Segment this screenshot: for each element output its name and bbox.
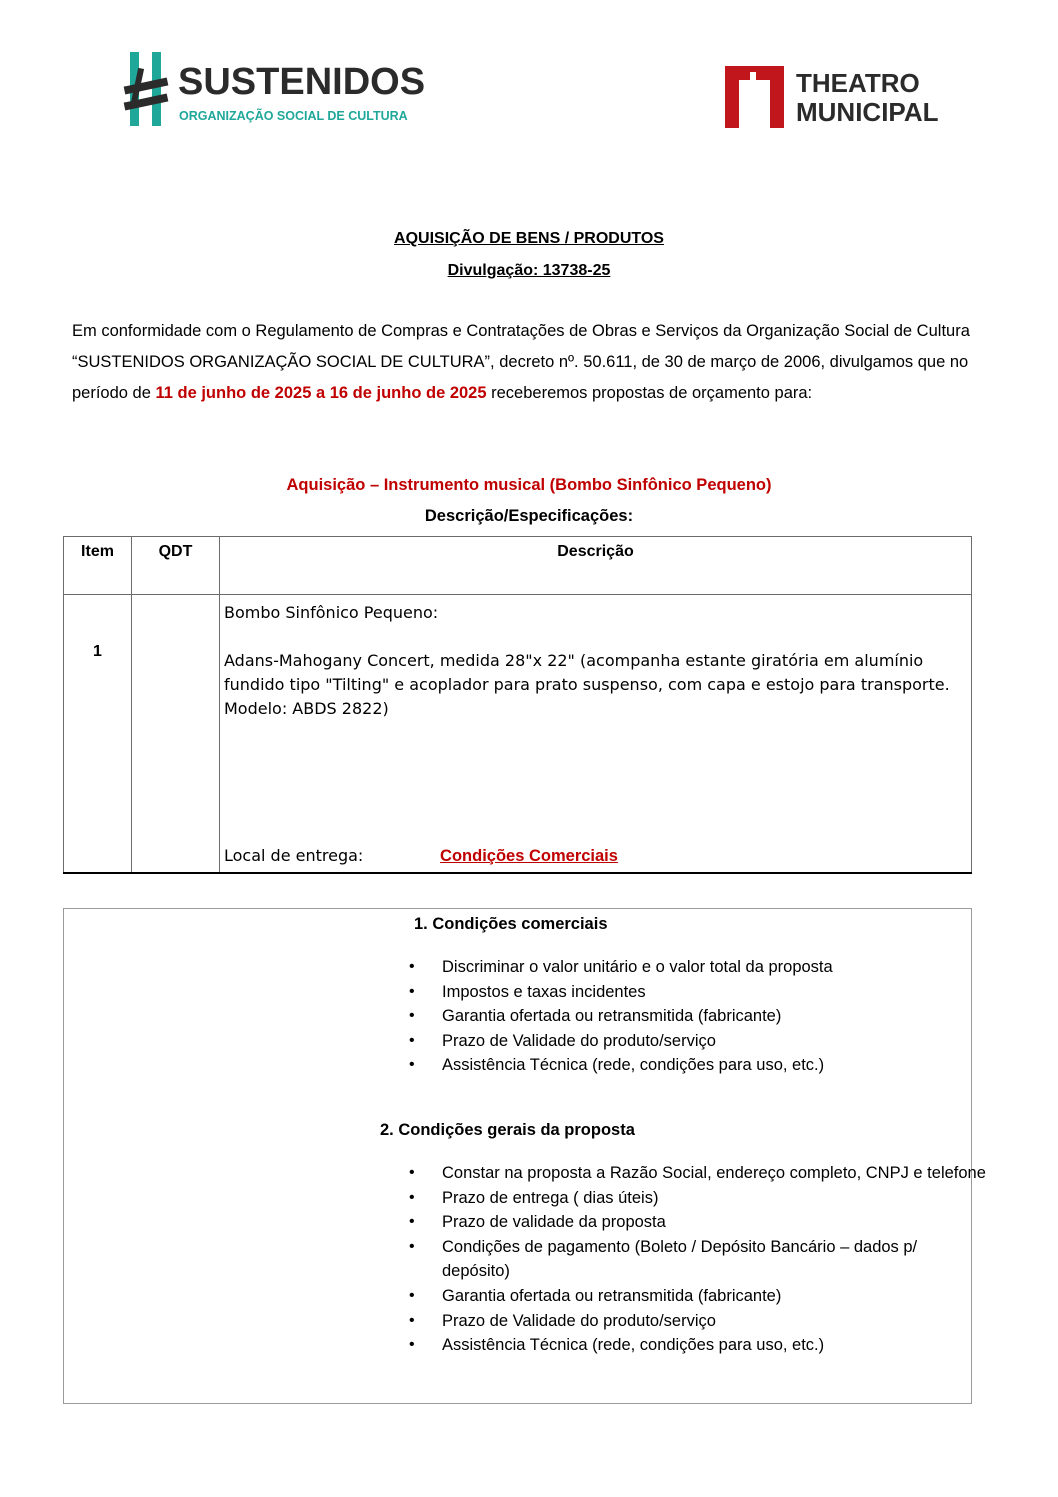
conditions-box xyxy=(63,908,986,1404)
header-qdt: QDT xyxy=(132,537,220,595)
section1-list xyxy=(404,955,1024,1078)
page-subtitle: Divulgação: 13738-25 xyxy=(447,262,611,279)
header-description: Descrição xyxy=(220,537,972,595)
list-item: • Garantia ofertada ou retransmitida (fabricante) xyxy=(404,1004,1024,1029)
page-title: AQUISIÇÃO DE BENS / PRODUTOS xyxy=(394,230,664,247)
intro-paragraph xyxy=(72,316,988,409)
logo-tagline: ORGANIZAÇÃO SOCIAL DE CULTURA xyxy=(179,109,408,123)
list-item: • Condições de pagamento (Boleto / Depósito Bancário – dados p/ depósito) xyxy=(404,1235,1024,1284)
theatro-mark-icon xyxy=(722,62,962,132)
intro-period: 11 de junho de 2025 a 16 de junho de 2025 xyxy=(155,384,487,402)
item-qdt xyxy=(132,595,220,874)
acquisition-title: Aquisição – Instrumento musical (Bombo Sinfônico Pequeno) xyxy=(286,476,772,494)
logo-line1: THEATRO xyxy=(796,68,920,98)
list-item: • Prazo de Validade do produto/serviço xyxy=(404,1309,1024,1334)
intro-text-1: Em conformidade com o Regulamento de Compras e Contratações de Obras e Serviços da Organização Social de Cultura “SUSTENIDOS ORGANIZAÇÃO SOCIAL DE CULTURA”, decreto nº. 50.611, de 30 de março de 2006, divulgamos que no período de xyxy=(72,322,970,402)
theatro-municipal-logo xyxy=(722,62,962,132)
delivery-label: Local de entrega: xyxy=(224,846,364,865)
item-description xyxy=(220,595,972,874)
item-number: 1 xyxy=(64,595,132,874)
list-item: • Assistência Técnica (rede, condições para uso, etc.) xyxy=(404,1333,1024,1358)
list-item: • Impostos e taxas incidentes xyxy=(404,980,1024,1005)
list-item: • Garantia ofertada ou retransmitida (fabricante) xyxy=(404,1284,1024,1309)
list-item: • Prazo de validade da proposta xyxy=(404,1210,1024,1235)
table-row xyxy=(64,595,972,874)
section2-heading: 2. Condições gerais da proposta xyxy=(380,1121,635,1139)
hash-logo-icon xyxy=(122,48,426,130)
list-item: • Prazo de Validade do produto/serviço xyxy=(404,1029,1024,1054)
list-item: • Discriminar o valor unitário e o valor total da proposta xyxy=(404,955,1024,980)
list-item: • Assistência Técnica (rede, condições para uso, etc.) xyxy=(404,1053,1024,1078)
conditions-title: Condições Comerciais xyxy=(440,847,618,865)
items-table xyxy=(63,536,972,874)
spec-heading: Descrição/Especificações: xyxy=(424,507,634,525)
sustenidos-logo xyxy=(122,48,426,130)
list-item: • Constar na proposta a Razão Social, endereço completo, CNPJ e telefone xyxy=(404,1161,1024,1186)
desc-title: Bombo Sinfônico Pequeno: xyxy=(224,603,439,622)
logo-name: SUSTENIDOS xyxy=(178,61,426,103)
table-header-row xyxy=(64,537,972,595)
intro-text-2: receberemos propostas de orçamento para: xyxy=(486,384,813,402)
section1-heading: 1. Condições comerciais xyxy=(414,915,608,933)
header-item: Item xyxy=(64,537,132,595)
section2-list xyxy=(404,1161,1024,1358)
desc-body: Adans-Mahogany Concert, medida 28"x 22" (acompanha estante giratória em alumínio fundido tipo "Tilting" e acoplador para prato suspenso, com capa e estojo para transporte. Modelo: ABDS 2822) xyxy=(224,651,950,718)
list-item: • Prazo de entrega ( dias úteis) xyxy=(404,1186,1024,1211)
logo-line2: MUNICIPAL xyxy=(796,97,939,127)
